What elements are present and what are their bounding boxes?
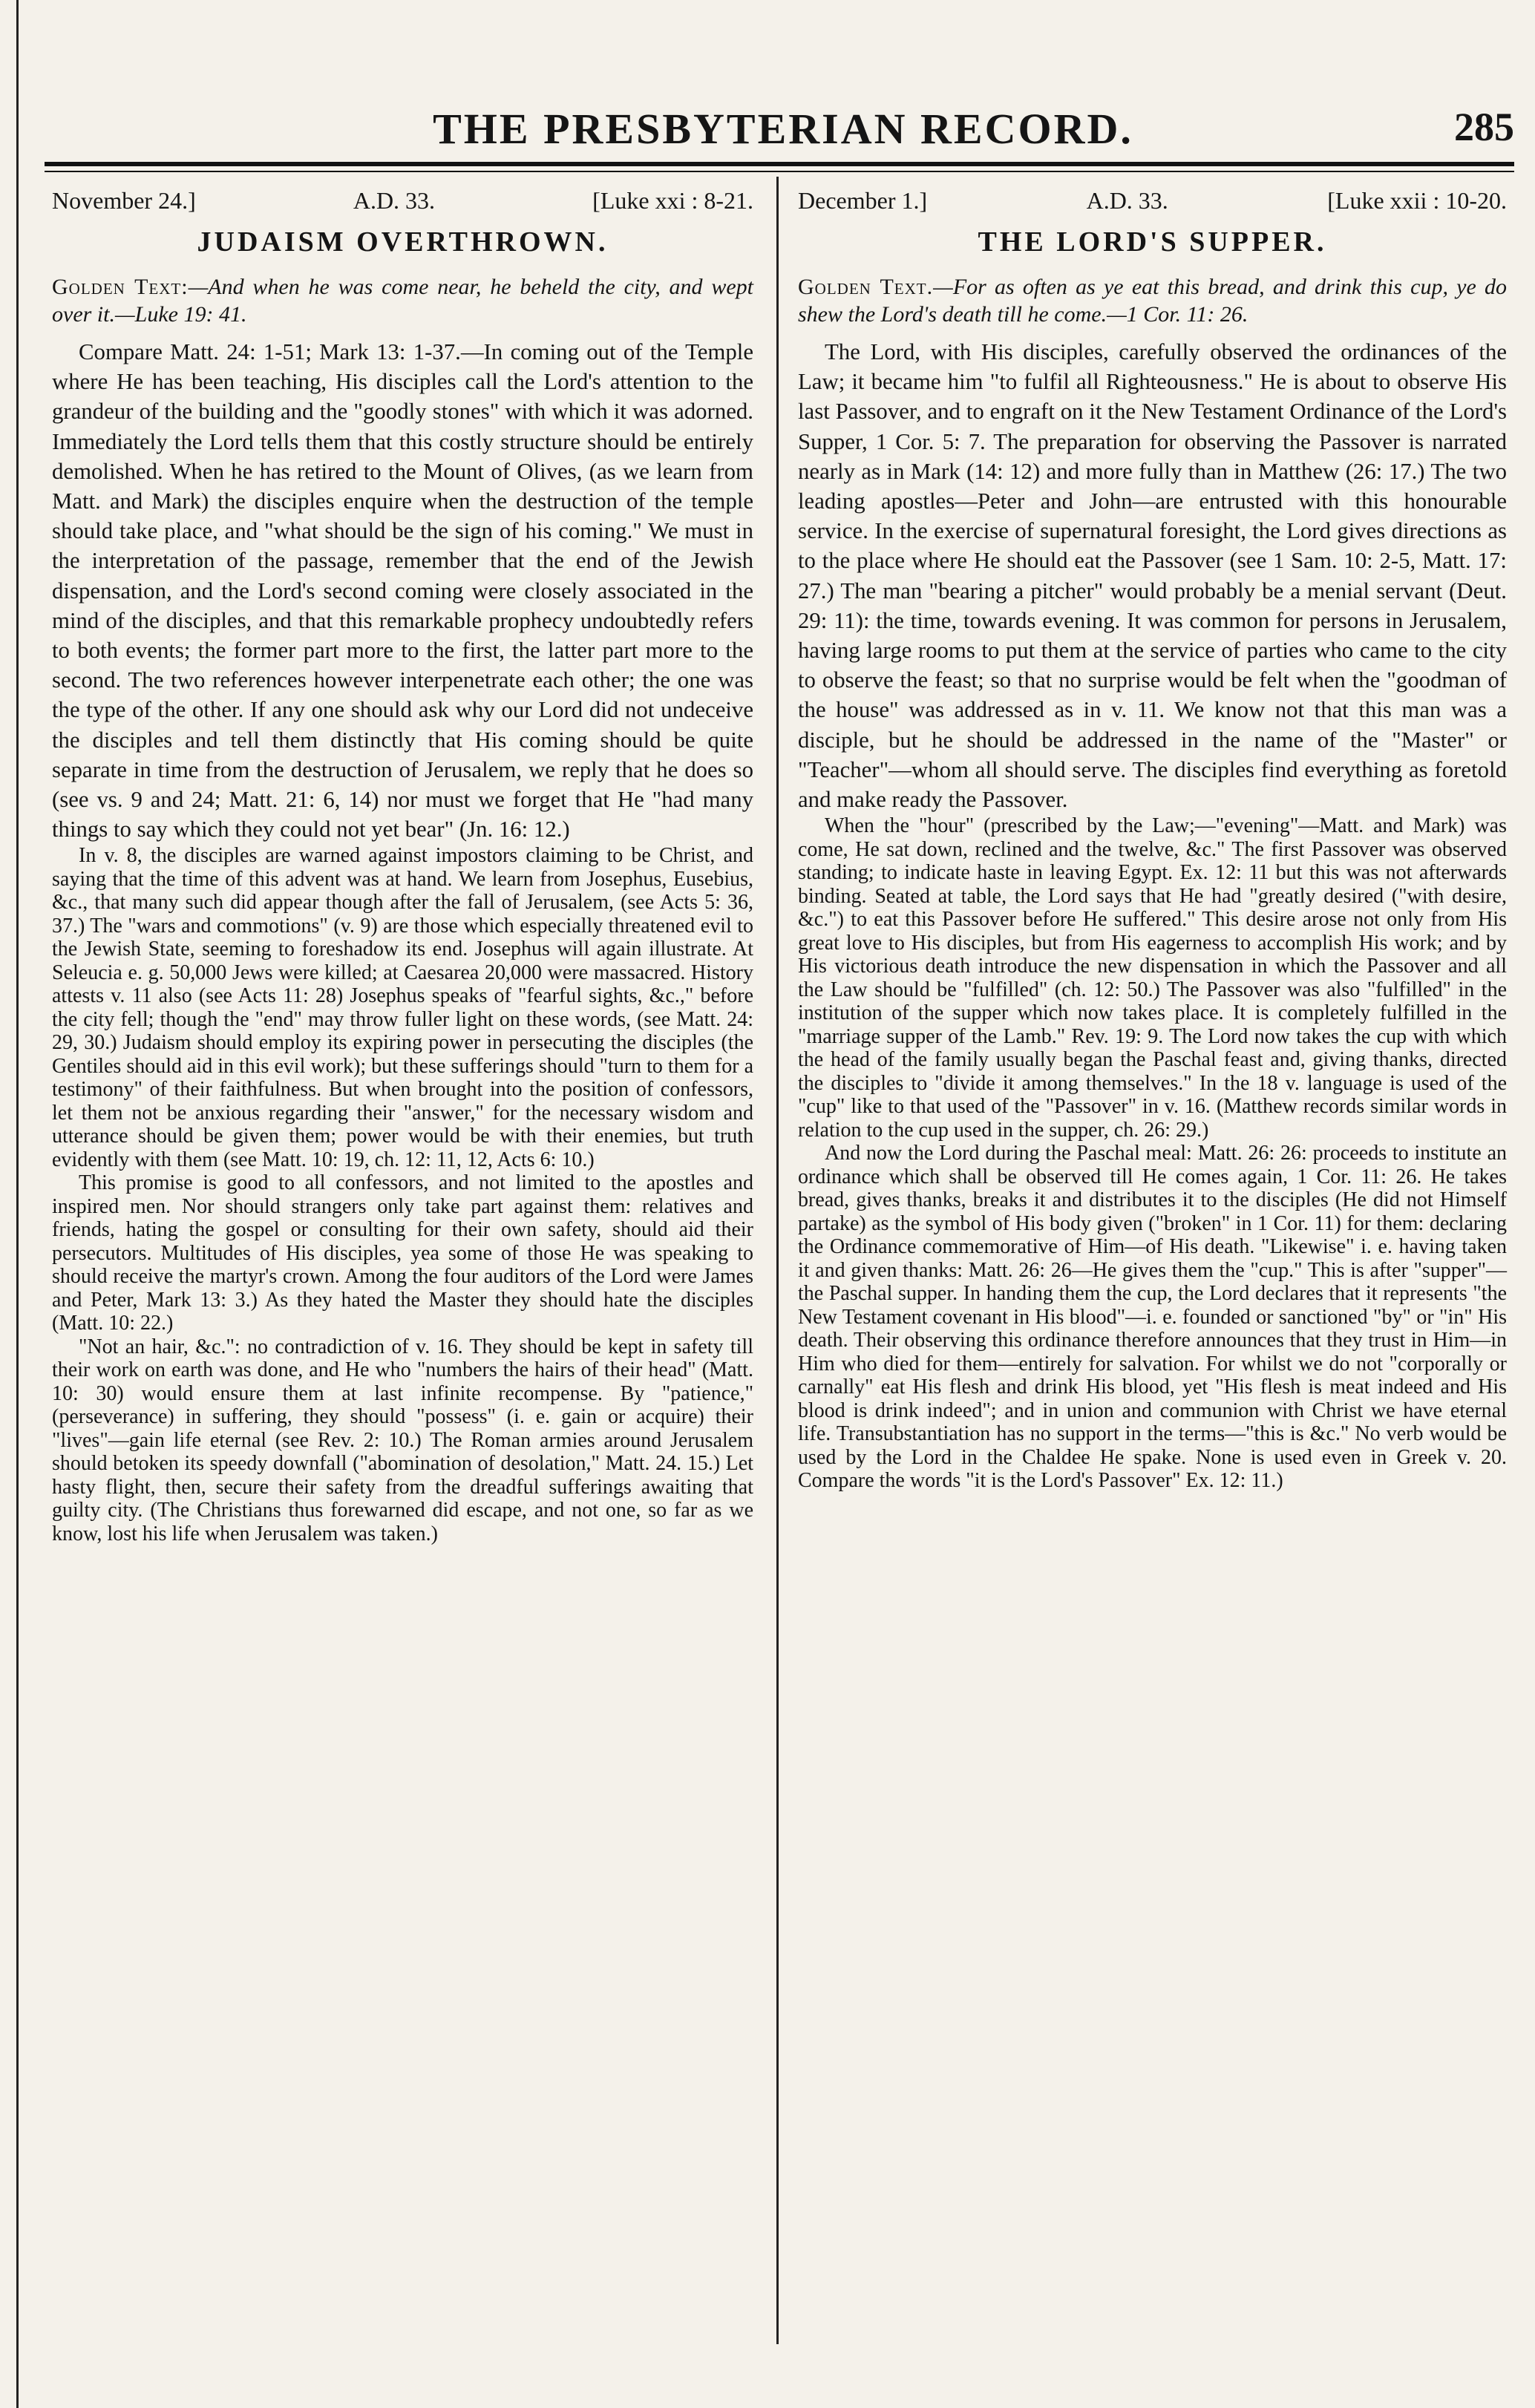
publication-title: THE PRESBYTERIAN RECORD. (433, 105, 1133, 153)
column-divider (776, 177, 779, 2344)
lesson-header (52, 186, 753, 215)
header-rule-thick (45, 162, 1514, 166)
golden-text-label: Golden Text. (798, 275, 934, 299)
golden-text (798, 273, 1507, 328)
golden-text-verse: —And when he was come near, he beheld the city, and wept over it.—Luke 19: 41. (52, 275, 753, 327)
article-paragraph: This promise is good to all confessors, and not limited to the apostles and inspired men. Nor should strangers only take part against them: relatives and friends, hating the gospel or consulting for their own safety, should aid their persecutors. Multitudes of His disciples, yea some of those He was speaking to should receive the martyr's crown. Among the four auditors of the Lord were James and Peter, Mark 13: 3.) As they hated the Master they should hate the disciples (Matt. 10: 22.) (52, 1171, 753, 1335)
golden-text (52, 273, 753, 328)
lesson-year: A.D. 33. (353, 187, 436, 214)
lesson-date: November 24.] (52, 187, 196, 214)
lesson-reference: [Luke xxii : 10-20. (1327, 187, 1507, 214)
golden-text-label: Golden Text: (52, 275, 189, 299)
article-body-small (798, 814, 1507, 1493)
lesson-reference: [Luke xxi : 8-21. (592, 187, 753, 214)
lesson-header (798, 186, 1507, 215)
right-column (798, 186, 1507, 1493)
lesson-date: December 1.] (798, 187, 928, 214)
masthead (45, 104, 1522, 163)
lesson-title: THE LORD'S SUPPER. (978, 226, 1327, 258)
lesson-year: A.D. 33. (1086, 187, 1168, 214)
article-paragraph: Compare Matt. 24: 1-51; Mark 13: 1-37.—In coming out of the Temple where He has been teaching, His disciples call the Lord's attention to the grandeur of the building and the "goodly stones" with which it was adorned. Immediately the Lord tells them that this costly structure should be entirely demolished. When he has retired to the Mount of Olives, (as we learn from Matt. and Mark) the disciples enquire when the destruction of the temple should take place, and "what should be the sign of his coming." We must in the interpretation of the passage, remember that the end of the Jewish dispensation, and the Lord's second coming were closely associated in the mind of the disciples, and that this remarkable prophecy undoubtedly refers to both events; the former part more to the first, the latter part more to the second. The two references however interpenetrate each other; the one was the type of the other. If any one should ask why our Lord did not undeceive the disciples and tell them distinctly that His coming should be quite separate in time from the destruction of Jerusalem, we reply that he does so (see vs. 9 and 24; Matt. 21: 6, 14) nor must we forget that He "had many things to say which they could not yet bear" (Jn. 16: 12.) (52, 339, 753, 843)
lesson-title: JUDAISM OVERTHROWN. (197, 226, 609, 258)
article-body-large (798, 337, 1507, 814)
header-rule-thin (45, 171, 1514, 172)
article-body-small (52, 844, 753, 1545)
article-paragraph: "Not an hair, &c.": no contradiction of v. 16. They should be kept in safety till their work on earth was done, and He who "numbers the hairs of their head" (Matt. 10: 30) would ensure them at last infinite recompense. By "patience," (perseverance) in suffering, they should "possess" (i. e. gain or acquire) their "lives"—gain life eternal (see Rev. 2: 10.) The Roman armies around Jerusalem should betoken its speedy downfall ("abomination of desolation," Matt. 24. 15.) Let hasty flight, then, secure their safety from the dreadful sufferings awaiting that guilty city. (The Christians thus forewarned did escape, and not one, so far as we know, lost his life when Jerusalem was taken.) (52, 1335, 753, 1545)
golden-text-verse: —For as often as ye eat this bread, and drink this cup, ye do shew the Lord's death till he come.—1 Cor. 11: 26. (798, 275, 1507, 327)
page-edge-line (16, 0, 19, 2408)
article-paragraph: And now the Lord during the Paschal meal: Matt. 26: 26: proceeds to institute an ordinance which shall be observed till He comes again, 1 Cor. 11: 26. He takes bread, gives thanks, breaks it and distributes it to the disciples (He did not Himself partake) as the symbol of His body given ("broken" in 1 Cor. 11) for them: declaring the Ordinance commemorative of Him—of His death. "Likewise" i. e. having taken it and given thanks: Matt. 26: 26—He gives them the "cup." This is after "supper"—the Paschal supper. In handing them the cup, the Lord declares that it represents "the New Testament covenant in His blood"—i. e. founded or sanctioned "by" or "in" His death. Their observing this ordinance therefore announces that they trust in Him—in Him who died for them—entirely for salvation. For whilst we do not "corporally or carnally" eat His flesh and drink His blood, yet "His flesh is meat indeed and His blood is drink indeed"; and in union and communion with Christ we have eternal life. Transubstantiation has no support in the terms—"this is &c." No verb would be used by the Lord in the Chaldee He spake. None is used even in Greek v. 20. Compare the words "it is the Lord's Passover" Ex. 12: 11.) (798, 1142, 1507, 1493)
article-paragraph: The Lord, with His disciples, carefully observed the ordinances of the Law; it became him "to fulfil all Righteousness." He is about to observe His last Passover, and to engraft on it the New Testament Ordinance of the Lord's Supper, 1 Cor. 5: 7. The preparation for observing the Passover is narrated nearly as in Mark (14: 12) and more fully than in Matthew (26: 17.) The two leading apostles—Peter and John—are entrusted with this honourable service. In the exercise of supernatural foresight, the Lord gives directions as to the place where He should eat the Passover (see 1 Sam. 10: 2-5, Matt. 17: 27.) The man "bearing a pitcher" would probably be a menial servant (Deut. 29: 11): the time, towards evening. It was common for persons in Jerusalem, having large rooms to put them at the service of parties who came to the city to observe the feast; so that no surprise would be felt when the "goodman of the house" was addressed as in v. 11. We know not that this man was a disciple, but he should be addressed in the name of the "Master" or "Teacher"—whom all should serve. The disciples find everything as foretold and make ready the Passover. (798, 339, 1507, 813)
left-column (52, 186, 753, 1545)
page-number: 285 (1454, 105, 1514, 149)
article-paragraph: In v. 8, the disciples are warned against impostors claiming to be Christ, and saying that the time of this advent was at hand. We learn from Josephus, Eusebius, &c., that many such did appear though after the fall of Jerusalem, (see Acts 5: 36, 37.) The "wars and commotions" (v. 9) are those which especially threatened evil to the Jewish State, seeming to foreshadow its end. Josephus will again illustrate. At Seleucia e. g. 50,000 Jews were killed; at Caesarea 20,000 were massacred. History attests v. 11 also (see Acts 11: 28) Josephus speaks of "fearful sights, &c.," before the city fell; though the "end" may throw fuller light on these words, (see Matt. 24: 29, 30.) Judaism should employ its expiring power in persecuting the disciples (the Gentiles should aid in this evil work); but these sufferings should "turn to them for a testimony" of their faithfulness. But when brought into the position of confessors, let them not be anxious regarding their "answer," for the necessary wisdom and utterance should be given them; power would be with their enemies, but truth evidently with them (see Matt. 10: 19, ch. 12: 11, 12, Acts 6: 10.) (52, 844, 753, 1171)
article-body-large (52, 337, 753, 844)
article-paragraph: When the "hour" (prescribed by the Law;—"evening"—Matt. and Mark) was come, He sat down, reclined and the twelve, &c." The first Passover was observed standing; to indicate haste in leaving Egypt. Ex. 12: 11 but this was not afterwards binding. Seated at table, the Lord says that He had "greatly desired ("with desire, &c.") to eat this Passover before He suffered." This desire arose not only from His great love to His disciples, but from His eagerness to accomplish His work; and by His victorious death introduce the new dispensation in which the Passover and all the Law should be "fulfilled" (ch. 12: 50.) The Passover was also "fulfilled" in the institution of the supper which now takes place. It is completely fulfilled in the "marriage supper of the Lamb." Rev. 19: 9. The Lord now takes the cup with which the head of the family usually began the Paschal feast and, giving thanks, directed the disciples to "divide it among themselves." In the 18 v. language is used of the "cup" like to that used of the "Passover" in v. 16. (Matthew records similar words in relation to the cup used in the supper, ch. 26: 29.) (798, 814, 1507, 1142)
